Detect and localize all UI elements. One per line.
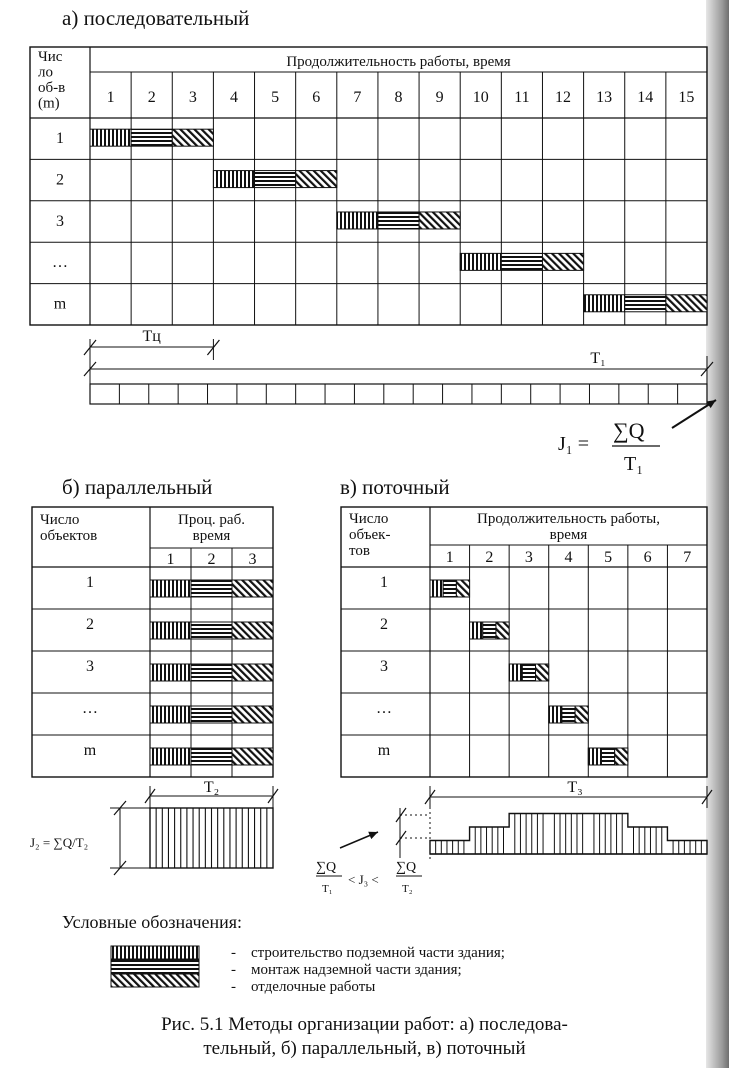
- flow-bar-row1-seg2: [443, 580, 456, 597]
- seq-bar-row4-seg3: [542, 253, 583, 270]
- seq-bar-row2-seg3: [296, 171, 337, 188]
- seq-col-label: 7: [353, 89, 362, 106]
- par-bar-row2-seg2: [191, 622, 232, 639]
- seq-intensity-strip: [90, 384, 707, 404]
- flow-bar-row1-seg1: [430, 580, 443, 597]
- par-bar-row2-seg3: [232, 622, 273, 639]
- seq-bar-row5-seg1: [584, 295, 625, 312]
- sequential-chart: [30, 47, 713, 404]
- seq-col-label: 15: [678, 89, 695, 106]
- sequential-title: а) последовательный: [62, 6, 250, 30]
- flow-duration-header: Продолжительность работы,: [477, 511, 660, 527]
- flow-row-label: 1: [380, 574, 388, 591]
- par-bar-row5-seg2: [191, 748, 232, 765]
- seq-bar-row4-seg2: [501, 253, 542, 270]
- flow-objects-header: тов: [349, 543, 370, 559]
- figure-caption-line2: тельный, б) параллельный, в) поточный: [203, 1038, 526, 1059]
- par-col-label: 1: [166, 551, 175, 568]
- flow-title: в) поточный: [340, 475, 450, 499]
- seq-objects-header: Чис: [38, 49, 63, 65]
- flow-objects-header: объек-: [349, 527, 391, 543]
- svg-text:∑Q: ∑Q: [396, 860, 417, 875]
- par-objects-header: Число: [40, 512, 80, 528]
- seq-col-label: 8: [394, 89, 403, 106]
- par-col-label: 3: [248, 551, 257, 568]
- svg-text:T₁: T₁: [322, 883, 333, 895]
- flow-duration-header: время: [549, 527, 588, 543]
- formula-j1: [558, 400, 716, 475]
- flow-col-label: 7: [683, 549, 692, 566]
- seq-objects-header: об-в: [38, 80, 66, 96]
- seq-bar-row3-seg3: [419, 212, 460, 229]
- t1-label: T₁: [590, 350, 606, 367]
- seq-objects-header: ло: [38, 64, 53, 81]
- parallel-chart: [30, 507, 278, 875]
- seq-bar-row3-seg2: [378, 212, 419, 229]
- legend-swatch-diagonal: [111, 974, 199, 987]
- flow-col-label: 5: [604, 549, 613, 566]
- par-bar-row4-seg1: [150, 706, 191, 723]
- legend-swatch-horizontal: [111, 960, 199, 973]
- seq-bar-row3-seg1: [337, 212, 378, 229]
- par-bar-row1-seg2: [191, 580, 232, 597]
- flow-bar-row3-seg1: [509, 664, 522, 681]
- seq-duration-header: Продолжительность работы, время: [286, 54, 511, 70]
- legend-swatches: [111, 946, 199, 987]
- par-bar-row3-seg2: [191, 664, 232, 681]
- flow-bar-row5-seg1: [588, 748, 601, 765]
- seq-col-label: 11: [514, 89, 530, 106]
- legend-text-aboveground: монтаж надземной части здания;: [251, 962, 462, 978]
- seq-bar-row2-seg1: [213, 171, 254, 188]
- par-row-label: …: [82, 700, 98, 717]
- seq-bar-row1-seg2: [131, 129, 172, 146]
- seq-row-label: 2: [56, 171, 64, 189]
- cycle-label: Тц: [142, 328, 161, 345]
- flow-bar-row5-seg3: [615, 748, 628, 765]
- j1-numerator: ∑Q: [613, 418, 645, 443]
- seq-col-label: 4: [229, 89, 238, 106]
- seq-objects-header: (m): [38, 95, 60, 112]
- seq-col-label: 12: [555, 89, 572, 106]
- flow-bar-row2-seg1: [470, 622, 483, 639]
- par-bar-row3-seg3: [232, 664, 273, 681]
- par-bar-row4-seg3: [232, 706, 273, 723]
- seq-bar-row1-seg1: [90, 129, 131, 146]
- par-bar-row2-seg1: [150, 622, 191, 639]
- seq-bar-row4-seg1: [460, 253, 501, 270]
- flow-row-label: …: [376, 700, 392, 717]
- flow-bar-row5-seg2: [601, 748, 614, 765]
- seq-bar-row2-seg2: [255, 171, 296, 188]
- j3-inequality: < J₃ <: [348, 872, 379, 887]
- seq-row-label: 3: [56, 212, 64, 230]
- flow-bar-row4-seg2: [562, 706, 575, 723]
- flow-bar-row3-seg3: [536, 664, 549, 681]
- flow-bar-row2-seg3: [496, 622, 509, 639]
- par-bar-row3-seg1: [150, 664, 191, 681]
- j2-label: J₂ = ∑Q/T₂: [30, 835, 89, 850]
- flow-bar-row1-seg3: [456, 580, 469, 597]
- seq-col-label: 10: [472, 89, 489, 106]
- flow-objects-header: Число: [349, 511, 389, 527]
- seq-row-label: 1: [56, 130, 64, 147]
- par-bar-row1-seg3: [232, 580, 273, 597]
- flow-col-label: 3: [524, 549, 533, 566]
- legend-text-underground: строительство подземной части здания;: [251, 945, 505, 961]
- flow-col-label: 2: [485, 549, 494, 566]
- seq-bar-row5-seg3: [666, 295, 707, 312]
- par-bar-row1-seg1: [150, 580, 191, 597]
- flow-row-label: 2: [380, 616, 388, 633]
- legend-title: Условные обозначения:: [62, 912, 243, 932]
- seq-col-label: 14: [637, 89, 654, 106]
- seq-bar-row5-seg2: [625, 295, 666, 312]
- flow-bar-row4-seg3: [575, 706, 588, 723]
- legend-item-underground: - строительство подземной части здания;: [231, 945, 505, 961]
- svg-text:∑Q: ∑Q: [316, 860, 337, 875]
- flow-bar-row4-seg1: [549, 706, 562, 723]
- par-row-label: 2: [86, 616, 94, 633]
- par-row-label: m: [83, 742, 97, 759]
- flow-bar-row2-seg2: [483, 622, 496, 639]
- seq-col-label: 5: [271, 89, 280, 106]
- par-duration-header: время: [192, 528, 231, 544]
- flow-row-label: 3: [380, 658, 388, 675]
- j1-label: J₁ =: [558, 433, 590, 455]
- parallel-title: б) параллельный: [62, 475, 213, 499]
- flow-chart: [341, 507, 712, 860]
- par-bar-row4-seg2: [191, 706, 232, 723]
- par-bar-row5-seg3: [232, 748, 273, 765]
- flow-bar-row3-seg2: [522, 664, 535, 681]
- seq-col-label: 6: [312, 89, 321, 106]
- par-duration-header: Проц. раб.: [178, 512, 245, 528]
- legend-item-finishing: - отделочные работы: [231, 979, 376, 995]
- t3-label: T₃: [567, 779, 583, 796]
- par-bar-row5-seg1: [150, 748, 191, 765]
- flow-intensity-profile: [430, 814, 707, 855]
- legend-item-aboveground: - монтаж надземной части здания;: [231, 962, 462, 978]
- par-row-label: 1: [86, 574, 94, 591]
- flow-col-label: 4: [564, 549, 573, 566]
- legend-swatch-vertical: [111, 946, 199, 959]
- svg-text:T₂: T₂: [402, 883, 413, 895]
- t2-label: T₂: [203, 779, 220, 796]
- par-row-label: 3: [86, 658, 94, 675]
- formula-j3: [316, 832, 422, 895]
- par-col-label: 2: [207, 551, 216, 568]
- seq-row-label: m: [53, 295, 67, 313]
- seq-col-label: 1: [106, 89, 115, 106]
- flow-col-label: 1: [445, 549, 454, 566]
- seq-col-label: 2: [147, 89, 156, 106]
- figure-caption-line1: Рис. 5.1 Методы организации работ: а) последова-: [161, 1014, 568, 1035]
- par-objects-header: объектов: [40, 528, 98, 544]
- legend-text-finishing: отделочные работы: [251, 979, 376, 995]
- seq-bar-row1-seg3: [172, 129, 213, 146]
- seq-col-label: 13: [596, 89, 613, 106]
- seq-row-label: …: [52, 254, 68, 272]
- flow-row-label: m: [377, 742, 391, 759]
- flow-col-label: 6: [643, 549, 652, 566]
- seq-col-label: 3: [188, 89, 197, 106]
- j1-denominator: T₁: [624, 453, 644, 475]
- seq-col-label: 9: [435, 89, 444, 106]
